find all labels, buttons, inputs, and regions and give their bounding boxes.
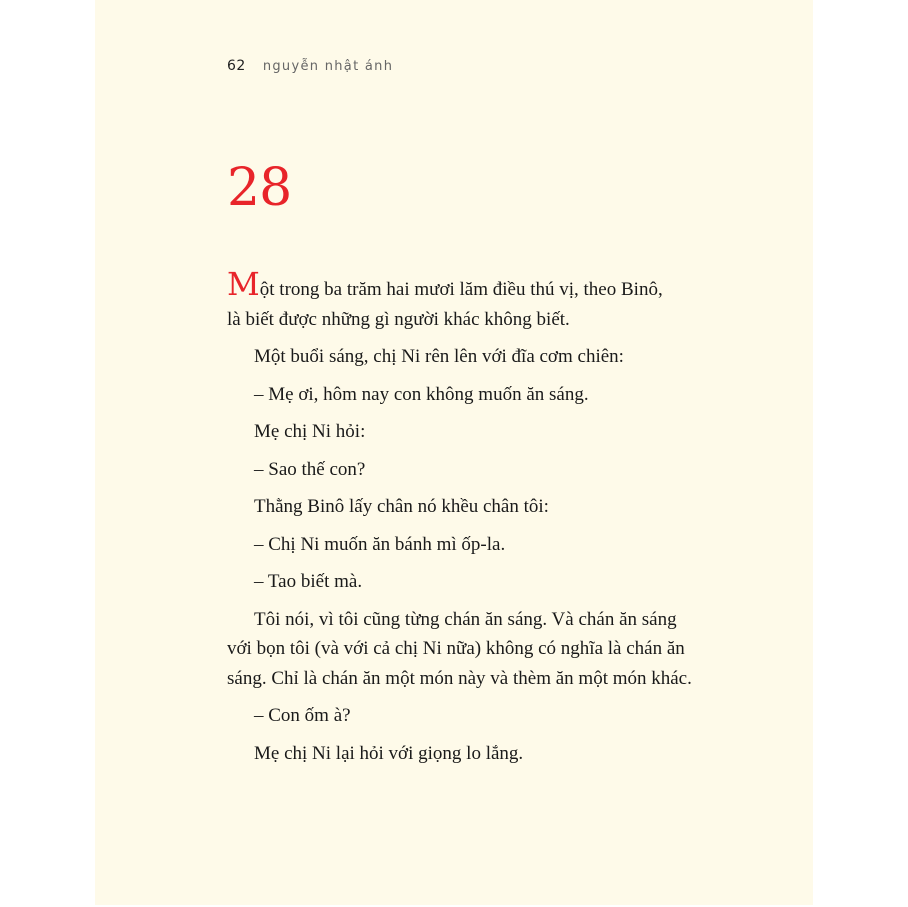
chapter-body bbox=[227, 265, 697, 768]
page-number: 62 bbox=[227, 58, 246, 74]
opening-paragraph-line-2: là biết được những gì người khác không biết. bbox=[227, 308, 570, 330]
author-name: nguyễn nhật ánh bbox=[262, 59, 394, 74]
dialogue-line: – Mẹ ơi, hôm nay con không muốn ăn sáng. bbox=[254, 383, 589, 405]
opening-paragraph-line-1 bbox=[227, 265, 697, 305]
dialogue-line: – Tao biết mà. bbox=[254, 571, 363, 592]
long-paragraph-line-2: với bọn tôi (và với cả chị Ni nữa) không có nghĩa là chán ăn bbox=[227, 638, 685, 659]
paragraph: Một buổi sáng, chị Ni rên lên với đĩa cơm chiên: bbox=[254, 346, 624, 367]
dialogue-line: – Con ốm à? bbox=[254, 705, 351, 726]
book-page bbox=[95, 0, 813, 905]
dialogue-line: – Sao thế con? bbox=[254, 458, 366, 480]
long-paragraph-line-1: Tôi nói, vì tôi cũng từng chán ăn sáng. Và chán ăn sáng bbox=[254, 608, 677, 630]
dialogue-line: – Chị Ni muốn ăn bánh mì ốp-la. bbox=[254, 533, 506, 555]
drop-cap: M bbox=[227, 265, 260, 303]
chapter-number: 28 bbox=[227, 158, 292, 218]
paragraph: Thằng Binô lấy chân nó khều chân tôi: bbox=[254, 496, 549, 517]
long-paragraph-line-3: sáng. Chỉ là chán ăn một món này và thèm ăn một món khác. bbox=[227, 667, 692, 689]
paragraph: Mẹ chị Ni lại hỏi với giọng lo lắng. bbox=[254, 742, 524, 764]
opening-line-rest: ột trong ba trăm hai mươi lăm điều thú vị, theo Binô, bbox=[259, 279, 663, 300]
running-head bbox=[227, 58, 393, 78]
paragraph: Mẹ chị Ni hỏi: bbox=[254, 421, 366, 442]
